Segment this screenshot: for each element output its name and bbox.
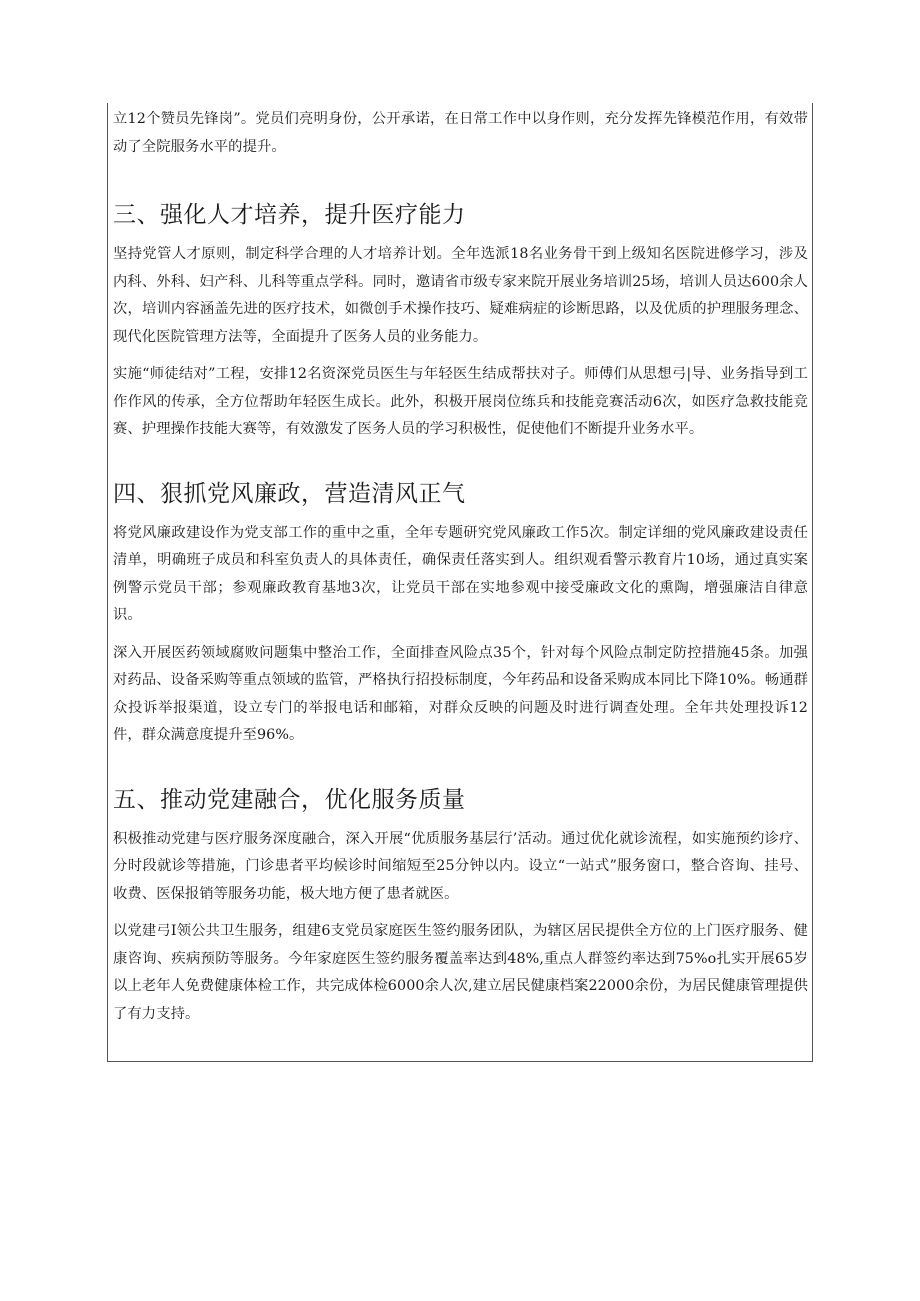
document-page [107,103,813,1062]
section-talent-training [113,193,808,444]
section-spacer [113,454,808,472]
section-spacer [113,760,808,778]
section-paragraph: 深入开展医药领域腐败问题集中整治工作，全面排查风险点35个，针对每个风险点制定防控措施45条。加强对药品、设备采购等重点领域的监管，严格执行招投标制度，今年药品和设备采购成本同比下降10%。畅通群众投诉举报渠道，设立专门的举报电话和邮箱，对群众反映的问题及时进行调查处理。全年共处理投诉12件，群众满意度提升至96%。 [113,644,808,743]
section-clean-governance [113,472,808,750]
section-paragraph: 实施“师徒结对”工程，安排12名资深党员医生与年轻医生结成帮扶对子。师傅们从思想弓|导、业务指导到工作作风的传承，全方位帮助年轻医生成长。此外，积极开展岗位练兵和技能竞赛活动6次，如医疗急救技能竞赛、护理操作技能大赛等，有效激发了医务人员的学习积极性，促使他们不断提升业务水平。 [113,366,808,437]
section-paragraph: 以党建弓I领公共卫生服务，组建6支党员家庭医生签约服务团队，为辖区居民提供全方位的上门医疗服务、健康咨询、疾病预防等服务。今年家庭医生签约服务覆盖率达到48%,重点人群签约率达到75%o扎实开展65岁以上老年人免费健康体检工作，共完成体检6000余人次,建立居民健康档案22000余份，为居民健康管理提供了有力支持。 [113,923,808,1022]
section-heading: 三、强化人才培养，提升医疗能力 [113,202,466,228]
section-paragraph: 坚持党管人才原则，制定科学合理的人才培养计划。全年选派18名业务骨干到上级知名医院进修学习，涉及内科、外科、妇产科、儿科等重点学科。同时，邀请省市级专家来院开展业务培训25场，培训人员达600余人次，培训内容涵盖先进的医疗技术，如微创手术操作技巧、疑难病症的诊断思路，以及优质的护理服务理念、现代化医院管理方法等，全面提升了医务人员的业务能力。 [113,246,808,345]
section-heading: 五、推动党建融合，优化服务质量 [113,786,466,813]
section-service-quality [113,778,808,1029]
intro-paragraph: 立12个赞员先锋岗”。党员们亮明身份，公开承诺，在日常工作中以身作则，充分发挥先锋模范作用，有效带动了全院服务水平的提升。 [113,111,808,155]
section-paragraph: 积极推动党建与医疗服务深度融合，深入开展“优质服务基层行’活动。通过优化就诊流程，如实施预约诊疗、分时段就诊等措施，门诊患者平均候诊时间缩短至25分钟以内。设立“一站式”服务窗口，整合咨询、挂号、收费、医保报销等服务功能，极大地方便了患者就医。 [113,830,808,902]
section-heading: 四、狠抓党风廉政，营造清风正气 [113,480,466,507]
section-paragraph: 将党风廉政建设作为党支部工作的重中之重，全年专题研究党风廉政工作5次。制定详细的党风廉政建设责任清单，明确班子成员和科室负责人的具体责任，确保责任落实到人。组织观看警示教育片10场，通过真实案例警示党员干部；参观廉政教育基地3次，让党员干部在实地参观中接受廉政文化的熏陶，增强廉洁自律意识。 [113,524,808,623]
